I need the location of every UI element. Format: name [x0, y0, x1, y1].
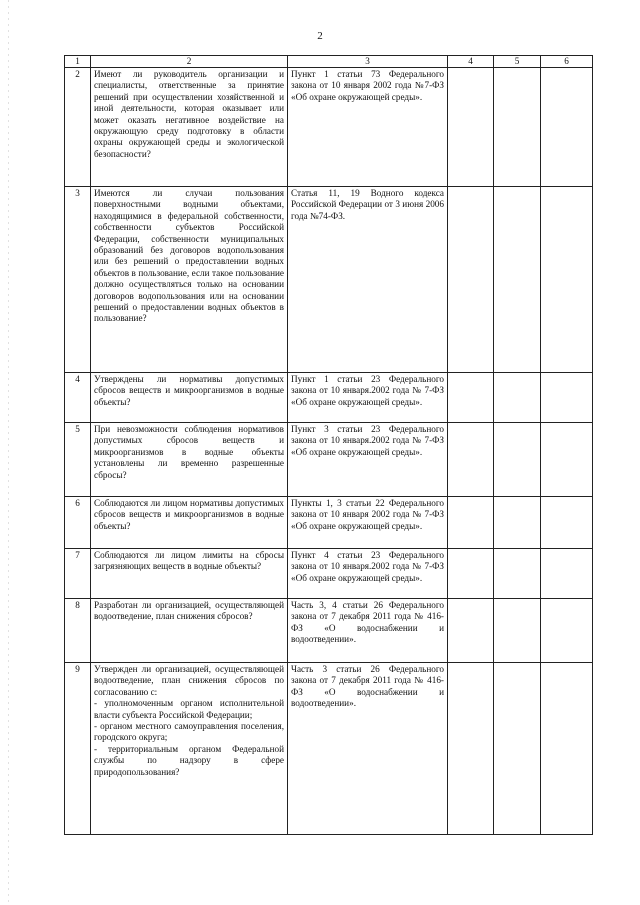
header-cell-4: 4 — [448, 56, 494, 68]
legal-reference-cell: Пункт 1 статьи 73 Федерального закона от 10 января 2002 года №7-ФЗ «Об охране окружающей среды». — [288, 68, 448, 187]
row-number: 6 — [65, 497, 91, 549]
row-number: 3 — [65, 187, 91, 373]
table-header-row — [65, 56, 593, 68]
question-cell: Разработан ли организацией, осуществляющей водоотведение, план снижения сбросов? — [91, 599, 288, 663]
row-number: 9 — [65, 663, 91, 835]
empty-cell-col6 — [541, 187, 593, 373]
row-number: 8 — [65, 599, 91, 663]
legal-reference-cell: Пункт 4 статьи 23 Федерального закона от 10 января.2002 года № 7-ФЗ «Об охране окружающей среды». — [288, 549, 448, 599]
empty-cell-col6 — [541, 423, 593, 497]
header-cell-6: 6 — [541, 56, 593, 68]
legal-reference-cell: Пункты 1, 3 статьи 22 Федерального закона от 10 января 2002 года № 7-ФЗ «Об охране окружающей среды». — [288, 497, 448, 549]
legal-reference-cell: Пункт 1 статьи 23 Федерального закона от 10 января.2002 года № 7-ФЗ «Об охране окружающей среды». — [288, 373, 448, 423]
table-row — [65, 423, 593, 497]
empty-cell-col4 — [448, 187, 494, 373]
table-row — [65, 663, 593, 835]
question-cell: Имеют ли руководитель организации и специалисты, ответственные за принятие решений при осуществлении хозяйственной и иной деятельности, которая оказывает или может оказать негативное воздействие на окружающую среду подготовку в области охраны окружающей среды и экологической безопасности? — [91, 68, 288, 187]
row-number: 5 — [65, 423, 91, 497]
legal-reference-cell: Часть 3, 4 статьи 26 Федерального закона от 7 декабря 2011 года № 416-ФЗ «О водоснабжении и водоотведении». — [288, 599, 448, 663]
empty-cell-col4 — [448, 599, 494, 663]
table-row — [65, 497, 593, 549]
empty-cell-col5 — [494, 68, 541, 187]
question-line: Утвержден ли организацией, осуществляющей водоотведение, план снижения сбросов по согласованию с: — [94, 664, 284, 697]
empty-cell-col4 — [448, 549, 494, 599]
question-cell: Соблюдаются ли лицом лимиты на сбросы загрязняющих веществ в водные объекты? — [91, 549, 288, 599]
legal-reference-cell: Статья 11, 19 Водного кодекса Российской Федерации от 3 июня 2006 года №74-ФЗ. — [288, 187, 448, 373]
legal-reference-cell: Пункт 3 статьи 23 Федерального закона от 10 января.2002 года № 7-ФЗ «Об охране окружающей среды». — [288, 423, 448, 497]
question-cell: Соблюдаются ли лицом нормативы допустимых сбросов веществ и микроорганизмов в водные объекты? — [91, 497, 288, 549]
legal-reference-cell: Часть 3 статьи 26 Федерального закона от 7 декабря 2011 года № 416-ФЗ «О водоснабжении и водоотведении». — [288, 663, 448, 835]
table-row — [65, 373, 593, 423]
empty-cell-col5 — [494, 423, 541, 497]
empty-cell-col6 — [541, 497, 593, 549]
question-cell: Утверждены ли нормативы допустимых сбросов веществ и микроорганизмов в водные объекты? — [91, 373, 288, 423]
page-number: 2 — [317, 30, 323, 42]
table-row — [65, 187, 593, 373]
empty-cell-col5 — [494, 373, 541, 423]
empty-cell-col5 — [494, 599, 541, 663]
empty-cell-col6 — [541, 68, 593, 187]
empty-cell-col6 — [541, 373, 593, 423]
empty-cell-col5 — [494, 497, 541, 549]
table-row — [65, 549, 593, 599]
question-cell: При невозможности соблюдения нормативов допустимых сбросов веществ и микроорганизмов в водные объекты установлены ли временно разрешенные сбросы? — [91, 423, 288, 497]
header-cell-2: 2 — [91, 56, 288, 68]
header-cell-1: 1 — [65, 56, 91, 68]
header-cell-3: 3 — [288, 56, 448, 68]
row-number: 4 — [65, 373, 91, 423]
header-cell-5: 5 — [494, 56, 541, 68]
empty-cell-col4 — [448, 423, 494, 497]
checklist-table — [64, 55, 593, 835]
question-cell — [91, 663, 288, 835]
empty-cell-col5 — [494, 187, 541, 373]
empty-cell-col4 — [448, 373, 494, 423]
row-number: 2 — [65, 68, 91, 187]
empty-cell-col4 — [448, 497, 494, 549]
empty-cell-col4 — [448, 663, 494, 835]
scan-edge — [8, 0, 9, 905]
table-row — [65, 599, 593, 663]
question-cell: Имеются ли случаи пользования поверхностными водными объектами, находящимися в федеральной собственности, собственности субъектов Российской Федерации, собственности муниципальных образований без договоров водопользования или без решений о предоставлении водных объектов в пользование, если такое пользование должно осуществляться только на основании договоров водопользования или на основании решений о предоставлении водных объектов в пользование? — [91, 187, 288, 373]
empty-cell-col6 — [541, 599, 593, 663]
empty-cell-col6 — [541, 663, 593, 835]
empty-cell-col5 — [494, 549, 541, 599]
table-row — [65, 68, 593, 187]
question-line: - территориальным органом Федеральной службы по надзору в сфере природопользования? — [94, 743, 284, 777]
empty-cell-col4 — [448, 68, 494, 187]
empty-cell-col5 — [494, 663, 541, 835]
empty-cell-col6 — [541, 549, 593, 599]
question-line: - уполномоченным органом исполнительной власти субъекта Российской Федерации; — [94, 698, 284, 720]
row-number: 7 — [65, 549, 91, 599]
question-line: - органом местного самоуправления поселения, городского округа; — [94, 721, 284, 743]
